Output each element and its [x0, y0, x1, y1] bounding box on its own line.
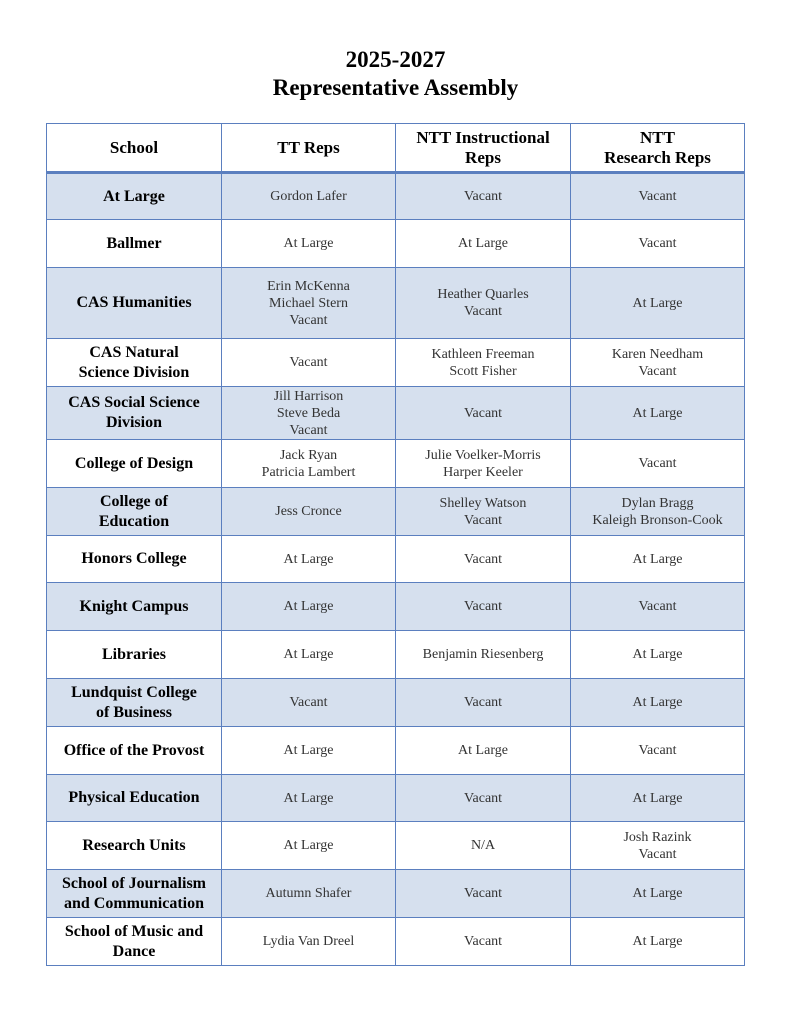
rep-name: Vacant: [463, 934, 503, 949]
school-name-line: CAS Social Science: [68, 394, 200, 411]
rep-name: Erin McKenna: [267, 278, 350, 294]
rep-name: Vacant: [463, 551, 503, 567]
school-name-line: At Large: [103, 187, 165, 205]
table-row: [47, 339, 745, 387]
ntt-instructional-cell: [396, 583, 571, 631]
tt-reps-cell: [222, 631, 396, 679]
school-name-line: of Business: [95, 703, 173, 721]
rep-name: At Large: [283, 743, 334, 758]
header-ntt-instructional-reps: NTT Instructional Reps: [396, 124, 571, 173]
header-tt-reps: TT Reps: [222, 124, 396, 173]
tt-reps-cell: [222, 488, 396, 536]
school-cell: [47, 870, 222, 918]
table-header-row: [47, 124, 745, 173]
ntt-research-cell: [571, 220, 745, 268]
school-name-line: Libraries: [102, 645, 166, 663]
table-row: [47, 488, 745, 536]
school-cell: [47, 631, 222, 679]
school-cell: [47, 822, 222, 870]
ntt-research-cell: [571, 268, 745, 339]
rep-name: Scott Fisher: [449, 363, 517, 379]
ntt-research-cell: [571, 339, 745, 387]
ntt-instructional-cell: [396, 727, 571, 775]
ntt-research-cell: [571, 440, 745, 488]
rep-name: N/A: [470, 838, 496, 853]
rep-name: Josh Razink: [623, 829, 692, 845]
tt-reps-cell: [222, 822, 396, 870]
title-years: 2025-2027: [345, 47, 446, 72]
ntt-instructional-cell: [396, 775, 571, 822]
school-name-line: Office of the Provost: [63, 741, 205, 759]
ntt-instructional-cell: [396, 387, 571, 440]
tt-reps-cell: [222, 440, 396, 488]
ntt-instructional-cell: [396, 631, 571, 679]
rep-name: Jess Cronce: [275, 504, 342, 519]
rep-name: Michael Stern: [269, 295, 348, 311]
school-name-line: CAS Humanities: [76, 294, 192, 311]
table-row: [47, 220, 745, 268]
school-name-line: School of Music and: [64, 922, 204, 940]
ntt-research-cell: [571, 679, 745, 727]
rep-name: At Large: [458, 743, 508, 758]
title-heading: Representative Assembly: [272, 75, 519, 100]
rep-name: Patricia Lambert: [261, 464, 356, 480]
ntt-research-cell: [571, 536, 745, 583]
school-name-line: and Communication: [63, 894, 205, 912]
rep-name: At Large: [632, 790, 683, 806]
rep-name: Julie Voelker-Morris: [425, 447, 541, 463]
rep-name: Vacant: [463, 695, 503, 710]
school-name-line: College of: [100, 492, 168, 510]
rep-name: At Large: [632, 405, 683, 421]
ntt-research-cell: [571, 173, 745, 220]
rep-name: Vacant: [289, 695, 328, 710]
school-name-line: Ballmer: [106, 234, 162, 252]
tt-reps-cell: [222, 870, 396, 918]
ntt-instructional-cell: [396, 679, 571, 727]
rep-name: Vacant: [638, 599, 677, 614]
rep-name: At Large: [632, 695, 683, 710]
school-cell: [47, 440, 222, 488]
school-cell: [47, 220, 222, 268]
document-title: [0, 46, 791, 102]
ntt-instructional-cell: [396, 220, 571, 268]
table-row: [47, 870, 745, 918]
table-row: [47, 536, 745, 583]
ntt-instructional-cell: [396, 870, 571, 918]
rep-name: Gordon Lafer: [270, 189, 347, 204]
rep-name: Vacant: [463, 405, 503, 421]
rep-name: At Large: [632, 647, 683, 662]
table-row: [47, 918, 745, 966]
ntt-research-cell: [571, 727, 745, 775]
rep-name: At Large: [283, 647, 334, 662]
ntt-instructional-cell: [396, 488, 571, 536]
rep-name: Vacant: [638, 189, 677, 204]
rep-name: Vacant: [638, 846, 677, 862]
tt-reps-cell: [222, 918, 396, 966]
rep-name: Benjamin Riesenberg: [422, 647, 544, 662]
ntt-research-cell: [571, 870, 745, 918]
tt-reps-cell: [222, 268, 396, 339]
school-cell: [47, 583, 222, 631]
table-row: [47, 727, 745, 775]
ntt-research-cell: [571, 488, 745, 536]
school-name-line: CAS Natural: [89, 343, 179, 361]
rep-name: Karen Needham: [611, 346, 704, 362]
school-cell: [47, 918, 222, 966]
rep-name: At Large: [632, 295, 683, 311]
ntt-instructional-cell: [396, 268, 571, 339]
ntt-research-cell: [571, 918, 745, 966]
school-cell: [47, 268, 222, 339]
rep-name: Vacant: [638, 743, 677, 758]
rep-name: Vacant: [289, 312, 328, 328]
rep-name: Vacant: [463, 790, 503, 806]
rep-name: Heather Quarles: [437, 287, 529, 302]
tt-reps-cell: [222, 173, 396, 220]
tt-reps-cell: [222, 583, 396, 631]
ntt-instructional-cell: [396, 822, 571, 870]
table-row: [47, 387, 745, 440]
ntt-research-cell: [571, 583, 745, 631]
rep-name: Kathleen Freeman: [431, 346, 535, 362]
school-name-line: Physical Education: [68, 789, 200, 806]
rep-name: Shelley Watson: [439, 495, 527, 511]
rep-name: At Large: [632, 886, 683, 901]
table-row: [47, 631, 745, 679]
tt-reps-cell: [222, 387, 396, 440]
tt-reps-cell: [222, 727, 396, 775]
school-name-line: Honors College: [81, 550, 187, 567]
school-name-line: Division: [105, 414, 162, 431]
school-cell: [47, 727, 222, 775]
representative-table: [46, 123, 745, 966]
rep-name: Harper Keeler: [443, 464, 523, 480]
school-cell: [47, 387, 222, 440]
school-name-line: Knight Campus: [79, 597, 189, 615]
school-name-line: Lundquist College: [71, 683, 197, 701]
ntt-instructional-cell: [396, 918, 571, 966]
ntt-research-cell: [571, 387, 745, 440]
rep-name: Vacant: [638, 456, 677, 471]
school-cell: [47, 679, 222, 727]
header-ntt-research-reps: NTT Research Reps: [571, 124, 745, 173]
rep-name: Vacant: [638, 363, 677, 379]
rep-name: At Large: [458, 236, 508, 251]
school-cell: [47, 173, 222, 220]
ntt-research-cell: [571, 822, 745, 870]
tt-reps-cell: [222, 339, 396, 387]
table-row: [47, 583, 745, 631]
header-school: School: [47, 124, 222, 173]
school-cell: [47, 488, 222, 536]
ntt-research-cell: [571, 775, 745, 822]
table-row: [47, 440, 745, 488]
school-name-line: School of Journalism: [61, 874, 206, 892]
school-cell: [47, 536, 222, 583]
school-name-line: Dance: [112, 942, 156, 960]
rep-name: Vacant: [463, 512, 503, 528]
table-row: [47, 775, 745, 822]
tt-reps-cell: [222, 679, 396, 727]
rep-name: Vacant: [463, 599, 503, 614]
rep-name: At Large: [283, 838, 334, 853]
table-row: [47, 679, 745, 727]
rep-name: Autumn Shafer: [265, 886, 352, 901]
school-name-line: Science Division: [78, 363, 190, 381]
rep-name: Kaleigh Bronson-Cook: [592, 512, 723, 528]
table-row: [47, 268, 745, 339]
ntt-instructional-cell: [396, 536, 571, 583]
rep-name: Vacant: [463, 304, 503, 319]
rep-name: At Large: [632, 551, 683, 567]
tt-reps-cell: [222, 220, 396, 268]
school-cell: [47, 775, 222, 822]
rep-name: Vacant: [289, 422, 328, 438]
school-cell: [47, 339, 222, 387]
tt-reps-cell: [222, 775, 396, 822]
rep-name: Lydia Van Dreel: [262, 934, 355, 949]
ntt-research-cell: [571, 631, 745, 679]
rep-name: Dylan Bragg: [621, 495, 694, 511]
rep-name: Jack Ryan: [279, 447, 338, 463]
rep-name: At Large: [283, 236, 334, 251]
school-name-line: College of Design: [74, 454, 194, 472]
school-name-line: Research Units: [82, 836, 186, 854]
rep-name: At Large: [283, 599, 334, 614]
rep-name: At Large: [283, 551, 334, 567]
table-row: [47, 173, 745, 220]
rep-name: At Large: [283, 790, 334, 806]
table-row: [47, 822, 745, 870]
rep-name: Vacant: [638, 236, 677, 251]
ntt-instructional-cell: [396, 440, 571, 488]
table-body: [47, 173, 745, 966]
rep-name: At Large: [632, 934, 683, 949]
rep-name: Vacant: [463, 886, 503, 901]
rep-name: Jill Harrison: [273, 388, 344, 404]
rep-name: Vacant: [289, 355, 328, 370]
rep-name: Vacant: [463, 189, 503, 204]
tt-reps-cell: [222, 536, 396, 583]
ntt-instructional-cell: [396, 173, 571, 220]
school-name-line: Education: [98, 512, 170, 530]
ntt-instructional-cell: [396, 339, 571, 387]
rep-name: Steve Beda: [276, 405, 341, 421]
